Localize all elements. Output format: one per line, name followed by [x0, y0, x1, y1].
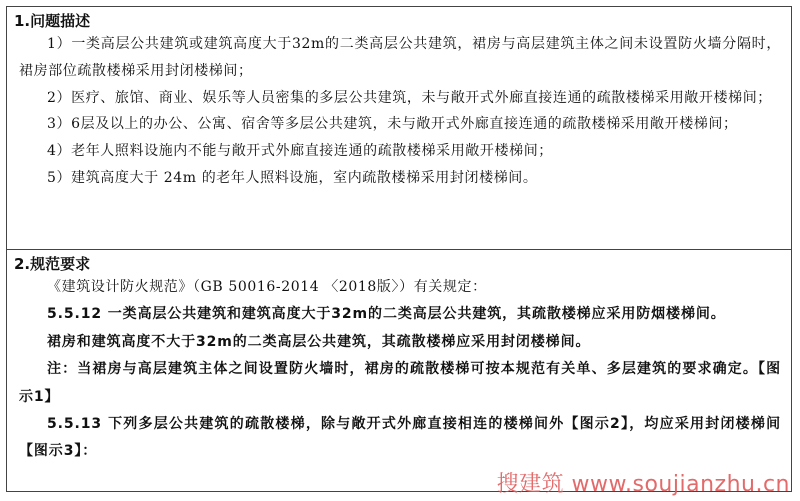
section-heading-problem: 1.问题描述 — [14, 12, 91, 30]
clause-5-5-12: 5.5.12 一类高层公共建筑和建筑高度大于32m的二类高层公共建筑，其疏散楼梯应采用防烟楼梯间。 — [47, 306, 726, 323]
problem-item-2: 2）医疗、旅馆、商业、娱乐等人员密集的多层公共建筑，未与敞开式外廊直接连通的疏散楼梯采用敞开楼梯间； — [47, 89, 772, 106]
watermark: 搜建筑 www.soujianzhu.cn — [496, 472, 790, 497]
document-table — [6, 6, 792, 492]
problem-item-4: 4）老年人照料设施内不能与敞开式外廊直接连通的疏散楼梯采用敞开楼梯间； — [47, 143, 553, 160]
clause-5-5-12-podium: 裙房和建筑高度不大于32m的二类高层公共建筑，其疏散楼梯应采用封闭楼梯间。 — [47, 333, 591, 350]
problem-item-1: 1）一类高层公共建筑或建筑高度大于32m的二类高层公共建筑，裙房与高层建筑主体之间未设置防火墙分隔时，裙房部位疏散楼梯采用封闭楼梯间； — [19, 36, 781, 79]
code-requirement-section — [7, 250, 791, 466]
section-heading-requirement: 2.规范要求 — [14, 255, 91, 273]
code-intro: 《建筑设计防火规范》（GB 50016-2014 〈2018版〉）有关规定： — [47, 279, 487, 295]
clause-5-5-13: 5.5.13 下列多层公共建筑的疏散楼梯，除与敞开式外廊直接相连的楼梯间外【图示2】，均应采用封闭楼梯间【图示3】： — [19, 416, 781, 460]
problem-item-5: 5）建筑高度大于 24m 的老年人照料设施，室内疏散楼梯采用封闭楼梯间。 — [47, 169, 538, 186]
problem-description-section — [7, 7, 791, 192]
problem-item-3: 3）6层及以上的办公、公寓、宿舍等多层公共建筑，未与敞开式外廊直接连通的疏散楼梯采用敞开楼梯间； — [47, 116, 738, 133]
clause-note: 注：当裙房与高层建筑主体之间设置防火墙时，裙房的疏散楼梯可按本规范有关单、多层建筑的要求确定。【图示1】 — [19, 361, 781, 405]
